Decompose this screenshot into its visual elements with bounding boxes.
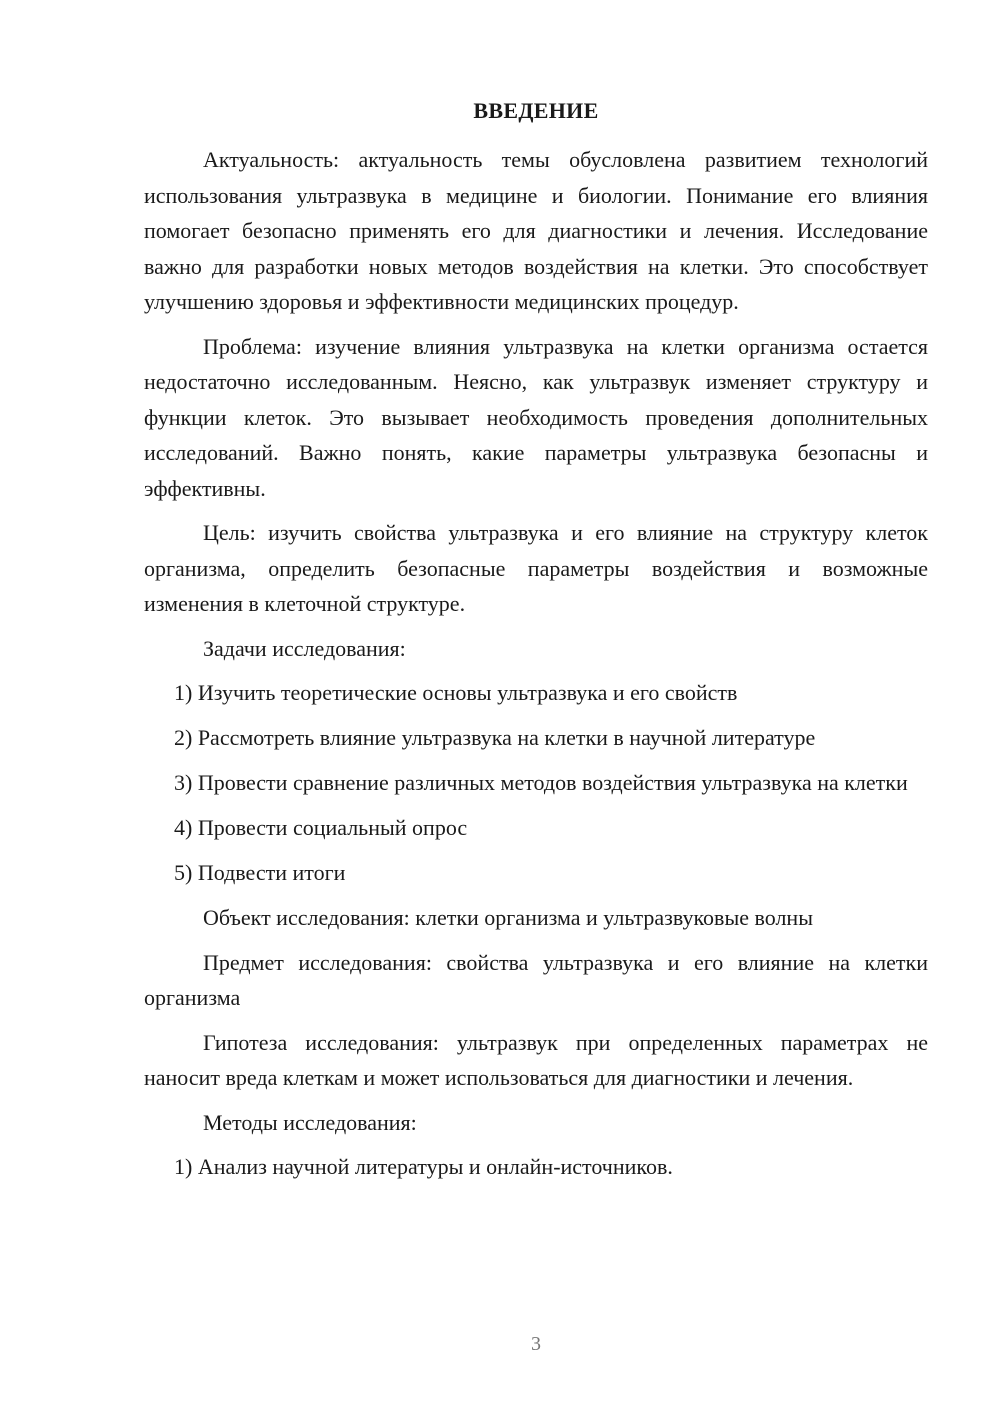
- page-number: 3: [531, 1333, 541, 1355]
- document-page: [144, 0, 928, 1414]
- object-paragraph: Объект исследования: клетки организма и ультразвуковые волны: [203, 905, 813, 930]
- methods-heading: Методы исследования:: [203, 1109, 417, 1135]
- subject-paragraph: Предмет исследования: свойства ультразвука и его влияние на клетки организма: [144, 949, 928, 1010]
- task-list-item: 2) Рассмотреть влияние ультразвука на клетки в научной литературе: [174, 725, 816, 750]
- relevance-paragraph: Актуальность: актуальность темы обусловлена развитием технологий использования ультразвука в медицине и биологии. Понимание его влияния помогает безопасно применять его для диагностики и лечения. Исследование важно для разработки новых методов воздействия на клетки. Это способствует улучшению здоровья и эффективности медицинских процедур.: [144, 147, 928, 314]
- goal-paragraph: Цель: изучить свойства ультразвука и его влияние на структуру клеток организма, определить безопасные параметры воздействия и возможные изменения в клеточной структуре.: [144, 520, 928, 616]
- method-list-item: 1) Анализ научной литературы и онлайн-источников.: [174, 1154, 673, 1179]
- task-list-item: 5) Подвести итоги: [174, 860, 346, 885]
- task-list-item: 3) Провести сравнение различных методов воздействия ультразвука на клетки: [174, 770, 908, 795]
- task-list-item: 1) Изучить теоретические основы ультразвука и его свойств: [174, 680, 738, 705]
- hypothesis-paragraph: Гипотеза исследования: ультразвук при определенных параметрах не наносит вреда клеткам и может использоваться для диагностики и лечения.: [144, 1029, 928, 1090]
- problem-paragraph: Проблема: изучение влияния ультразвука на клетки организма остается недостаточно исследованным. Неясно, как ультразвук изменяет структуру и функции клеток. Это вызывает необходимость проведения дополнительных исследований. Важно понять, какие параметры ультразвука безопасны и эффективны.: [144, 333, 928, 501]
- tasks-heading: Задачи исследования:: [203, 635, 406, 661]
- task-list-item: 4) Провести социальный опрос: [174, 815, 468, 840]
- document-body: [144, 142, 928, 1194]
- page-title: ВВЕДЕНИЕ: [473, 98, 599, 123]
